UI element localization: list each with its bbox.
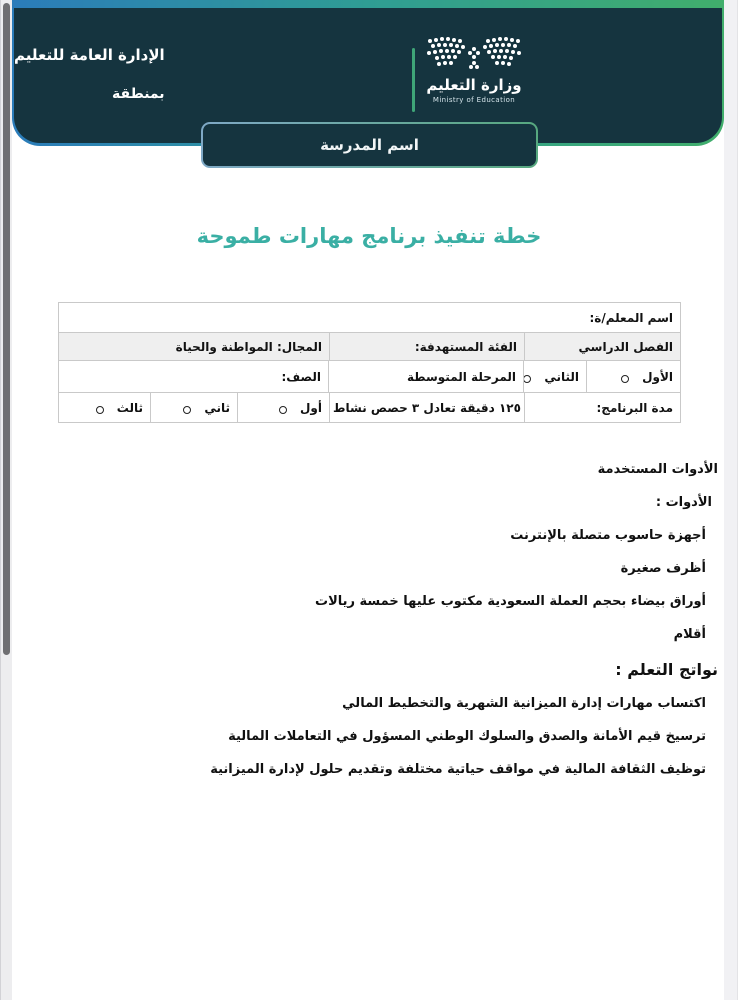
grade-third-label: ثالث: [116, 400, 143, 415]
semester-header-cell: الفصل الدراسي: [578, 340, 673, 354]
ministry-english-wordmark: Ministry of Education: [432, 96, 516, 104]
radio-circle-icon: [621, 375, 629, 383]
semester-second-label: الثاني: [544, 369, 579, 384]
administration-block: [14, 46, 410, 102]
table-row-semester-options: [59, 360, 680, 392]
grade-second-option: [151, 393, 238, 422]
scrollbar-thumb[interactable]: [3, 3, 10, 655]
table-row-headers: [59, 332, 680, 360]
school-name-box: [201, 122, 538, 168]
ministry-logo: [418, 34, 530, 104]
table-row-duration-grades: [59, 392, 680, 422]
tools-subheading: الأدوات :: [655, 495, 712, 510]
grade-second-label: ثاني: [204, 400, 230, 415]
semester-first-option: [587, 361, 680, 392]
ministry-arabic-wordmark: وزارة التعليم: [426, 76, 522, 94]
grade-third-option: [59, 393, 151, 422]
tools-heading: الأدوات المستخدمة: [597, 462, 718, 477]
page-right-margin: [724, 0, 738, 1000]
ministry-dots-icon: [426, 34, 522, 74]
outcome-item: توظيف الثقافة المالية في مواقف حياتية مختلفة وتقديم حلول لإدارة الميزانية: [210, 762, 706, 777]
header-separator-line: [412, 48, 415, 112]
grade-label-cell: الصف:: [59, 361, 329, 392]
outcomes-heading: نواتج التعلم :: [615, 660, 718, 679]
teacher-name-cell: اسم المعلم/ة:: [589, 310, 673, 325]
duration-value-cell: ١٢٥ دقيقة تعادل ٣ حصص نشاط: [330, 393, 525, 422]
document-body: [50, 455, 718, 788]
outcome-item: ترسيخ قيم الأمانة والصدق والسلوك الوطني المسؤول في التعاملات المالية: [228, 729, 706, 744]
scrollbar-track[interactable]: [0, 0, 12, 1000]
grade-first-option: [238, 393, 330, 422]
tool-item: أقلام: [673, 627, 706, 642]
duration-label-cell: مدة البرنامج:: [596, 400, 673, 415]
outcome-item: اكتساب مهارات إدارة الميزانية الشهرية والتخطيط المالي: [342, 696, 706, 711]
radio-circle-icon: [279, 406, 287, 414]
tool-item: أوراق بيضاء بحجم العملة السعودية مكتوب عليها خمسة ريالات: [315, 594, 706, 609]
semester-first-label: الأول: [642, 369, 673, 384]
field-cell: المجال: المواطنة والحياة: [59, 333, 330, 361]
tool-item: أجهزة حاسوب متصلة بالإنترنت: [510, 528, 706, 543]
radio-circle-icon: [96, 406, 104, 414]
stage-cell: المرحلة المتوسطة: [329, 361, 524, 392]
table-row-teacher: [59, 303, 680, 332]
school-name-label: اسم المدرسة: [203, 124, 536, 166]
general-administration-label: الإدارة العامة للتعليم: [14, 46, 165, 64]
tool-item: أظرف صغيرة: [620, 561, 706, 576]
region-label: بمنطقة: [112, 86, 165, 102]
program-info-table: [58, 302, 681, 423]
document-title: خطة تنفيذ برنامج مهارات طموحة: [196, 224, 542, 248]
semester-second-option: [524, 361, 587, 392]
radio-circle-icon: [183, 406, 191, 414]
radio-circle-icon: [524, 375, 531, 383]
target-group-cell: الفئة المستهدفة:: [330, 333, 525, 361]
grade-first-label: أول: [300, 400, 322, 415]
